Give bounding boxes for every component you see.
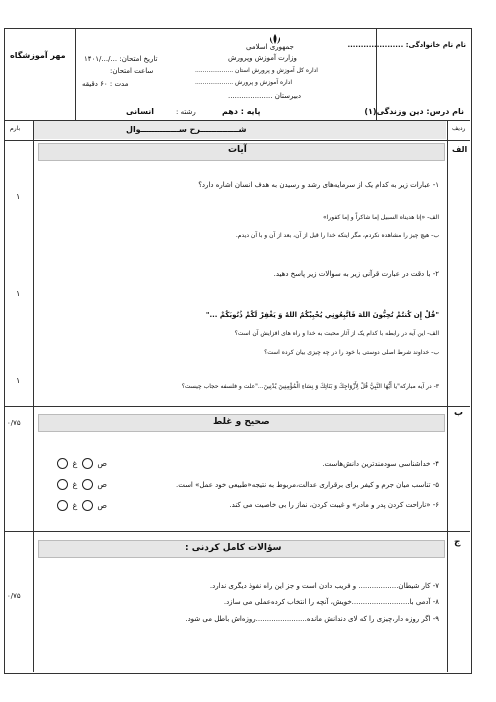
province-office: اداره کل آموزش و پرورش استان .................... [195,67,318,74]
section-c-letter: ج [454,537,461,547]
true-label: ص [97,459,108,468]
question-3: ۳- در آیه مبارکه"یا أَيُّهَا النَّبِيُّ قُلْ لِأَزْوَاجِكَ وَ بَنَاتِكَ وَ نِسَاءِ الْمُؤْمِنِينَ يُدْنِينَ..."علت و فلسفه حجاب چیست؟ [181,383,439,390]
exam-time: ساعت امتحان: [110,67,154,75]
false-radio[interactable] [57,479,68,490]
field-value: انسانی [126,107,154,116]
tf-options-q5 [55,479,107,490]
score-section-b: ۰/۷۵ [7,419,21,427]
exam-date: تاریخ امتحان: .../.../۱۴۰۱ [84,55,158,63]
header-divider-left [75,28,76,120]
school-seal-label: مهر آموزشگاه [10,51,66,60]
section-a-bottom [4,406,470,407]
false-label: غ [72,459,78,468]
score-column-header: بارم [10,125,21,132]
false-radio[interactable] [57,500,68,511]
emblem-icon [268,30,282,41]
true-radio[interactable] [82,500,93,511]
section-b-title: صحیح و غلط [213,417,270,427]
question-8: ۸- آدمی با..........................خویش، آنچه را انتخاب کرده‌عملی می سازد. [223,598,439,606]
question-9: ۹- اگر روزه دار،چیزی را که لای دندانش مانده.......................روزه‌اش باطل می شود. [185,615,439,623]
true-label: ص [97,501,108,510]
section-c-title: سؤالات کامل کردنی : [185,543,282,553]
row-column-line [447,120,448,672]
grade-label: پایه : دهم [222,107,261,116]
question-2: ۲- با دقت در عبارت قرآنی زیر به سوالات زیر پاسخ دهید. [273,270,439,278]
question-2-part-a: الف- این آیه در رابطه با کدام یک از آثار محبت به خدا و راه های افزایش آن است؟ [234,330,439,337]
question-5: ۵- تناسب میان جرم و کیفر برای برقراری عدالت،مربوط به نتیجه«طبیعی خود عمل» است. [175,481,439,489]
question-2-part-b: ب- خداوند شرط اصلی دوستی با خود را در چه چیزی بیان کرده است؟ [264,349,439,356]
question-1-part-b: ب- هیچ چیز را مشاهده نکردم، مگر اینکه خدا را قبل از آن، بعد از آن و با آن دیدم. [235,232,439,239]
columns-bottom-line [4,140,470,141]
question-2-verse: "قُلْ إِن کُنتُمْ تُحِبُّونَ اللهَ فَاتَّبِعُونِي يُحْبِبْكُمُ اللهُ وَ يَغْفِرْ لَكُمْ ذُنُوبَكُمْ ..." [205,311,439,319]
row-column-header: ردیف [452,125,466,132]
question-1-part-a: الف- «إنا هدیناه السبیل إما شاکراً و إما کفورا» [323,214,439,221]
score-q2: ۱ [16,289,21,298]
question-4: ۴- خداشناسی سودمندترین دانش‌هاست. [322,460,439,468]
true-label: ص [97,480,108,489]
score-column-line [33,120,34,672]
exam-duration: مدت : ۶۰ دقیقه [82,80,129,88]
false-radio[interactable] [57,458,68,469]
section-a-title: آیات [228,145,247,155]
questions-column-header: شــــــــــــــرح ســــــــــــــوال [126,125,247,134]
field-label: رشته : [176,108,196,116]
question-6: ۶- «ناراحت کردن پدر و مادر» و غیبت کردن، نماز را بی خاصیت می کند. [229,501,439,509]
true-radio[interactable] [82,458,93,469]
edu-office: اداره آموزش و پرورش .................... [195,79,293,86]
republic-title: جمهوری اسلامی [246,43,294,51]
true-radio[interactable] [82,479,93,490]
student-name-field: نام نام خانوادگی: ..................... [347,41,466,49]
subject-label: نام درس: دین وزندگی(۱) [364,107,464,116]
tf-options-q6 [55,500,107,511]
section-a-letter: الف [452,145,468,154]
score-q3: ۱ [16,376,21,385]
score-section-c: ۰/۷۵ [7,592,21,600]
ministry-title: وزارت آموزش وپرورش [228,54,297,62]
section-b-bottom [4,531,470,532]
question-1: ۱- عبارات زیر به کدام یک از سرمایه‌های رشد و رسیدن به هدف انسان اشاره دارد؟ [198,181,439,189]
score-q1: ۱ [16,192,21,201]
false-label: غ [72,480,78,489]
question-7: ۷- کار شیطان.................. و فریب دادن است و جز این راه نفوذ دیگری ندارد. [209,582,439,590]
school-name: دبیرستان .................... [228,92,302,100]
tf-options-q4 [55,458,107,469]
section-b-letter: ب [454,408,464,418]
false-label: غ [72,501,78,510]
